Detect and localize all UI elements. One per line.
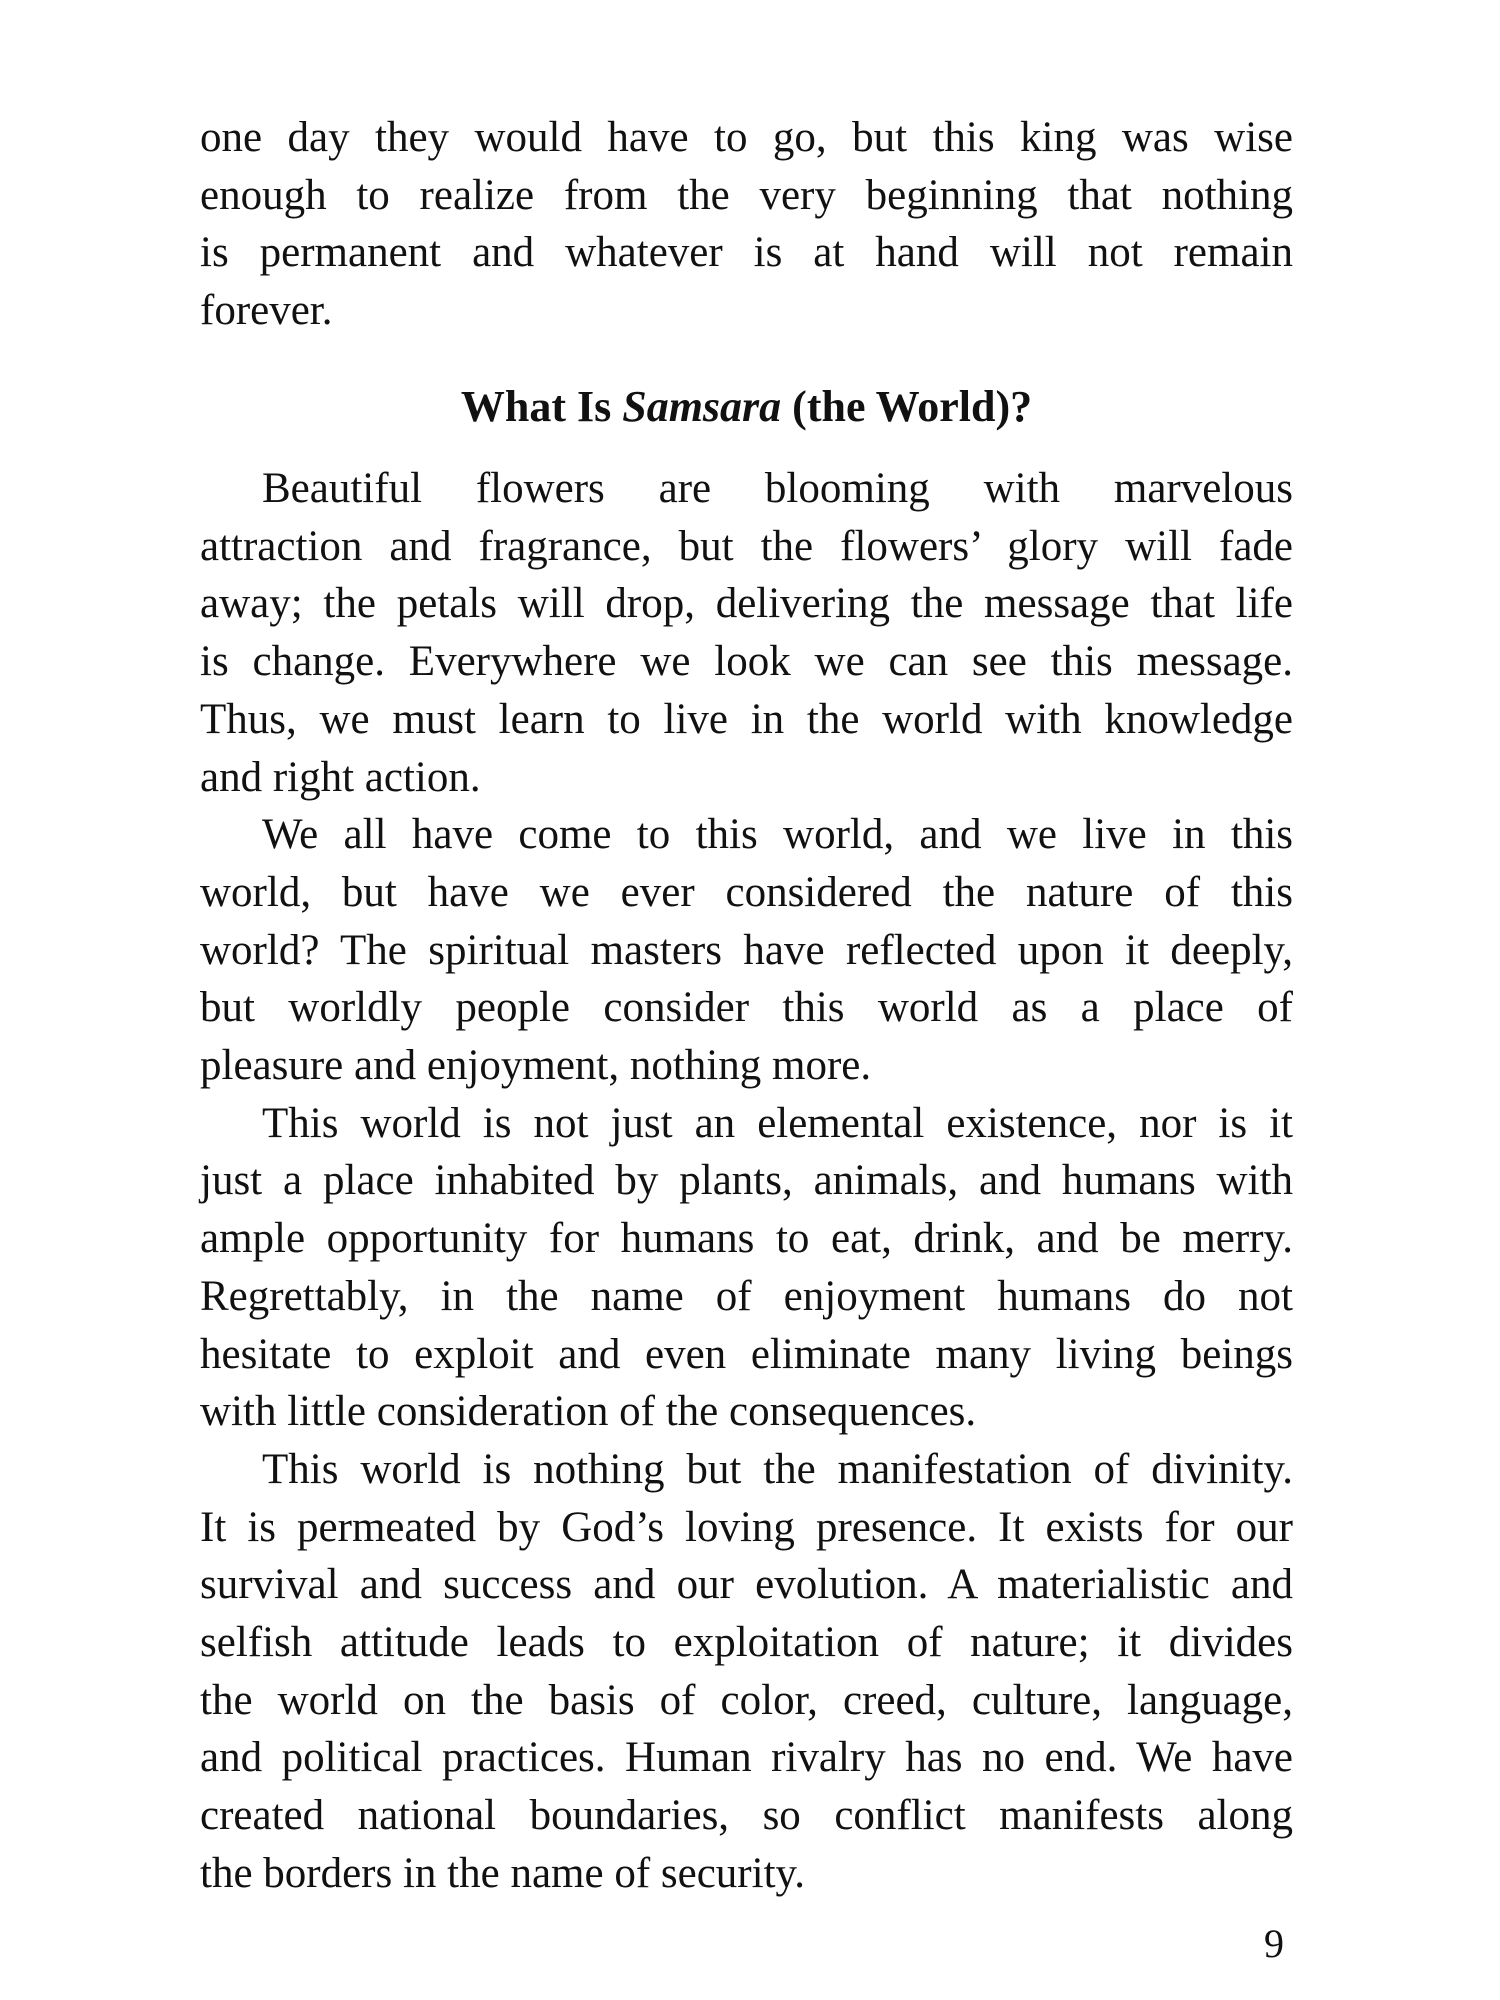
paragraph [200, 460, 1293, 806]
text-line: the borders in the name of security. [200, 1849, 805, 1897]
text-line: created national boundaries, so conflict manifests along [200, 1792, 1293, 1840]
text-line: survival and success and our evolution. A materialistic and [200, 1561, 1293, 1609]
text-line: ample opportunity for humans to eat, drink, and be merry. [200, 1215, 1293, 1263]
text-line: but worldly people consider this world as a place of [200, 984, 1293, 1032]
text-line: world? The spiritual masters have reflected upon it deeply, [200, 926, 1293, 974]
text-line: away; the petals will drop, delivering the message that life [200, 580, 1293, 628]
text-line: enough to realize from the very beginning that nothing [200, 171, 1293, 219]
paragraph [200, 806, 1293, 1095]
text-line: is permanent and whatever is at hand will not remain [200, 229, 1293, 277]
text-line: and political practices. Human rivalry has no end. We have [200, 1734, 1293, 1782]
body-text [200, 460, 1293, 1903]
text-line: hesitate to exploit and even eliminate many living beings [200, 1330, 1293, 1378]
text-line: forever. [200, 287, 333, 335]
text-line: one day they would have to go, but this king was wise [200, 114, 1293, 161]
text-line: We all have come to this world, and we live in this [262, 811, 1293, 859]
section-heading [200, 378, 1293, 436]
heading-text-suffix: (the World)? [781, 382, 1033, 431]
paragraph [200, 1095, 1293, 1441]
text-line: the world on the basis of color, creed, culture, language, [200, 1676, 1293, 1724]
text-line: Thus, we must learn to live in the world with knowledge [200, 695, 1293, 743]
text-line: just a place inhabited by plants, animals, and humans with [200, 1157, 1293, 1205]
text-line: and right action. [200, 753, 481, 801]
continuation-paragraph [200, 109, 1293, 340]
heading-italic-term: Samsara [622, 382, 782, 431]
text-line: attraction and fragrance, but the flowers’ glory will fade [200, 522, 1293, 570]
paragraph [200, 1441, 1293, 1903]
text-line: Regrettably, in the name of enjoyment humans do not [200, 1272, 1293, 1320]
text-line: selfish attitude leads to exploitation of nature; it divides [200, 1619, 1293, 1667]
text-line: This world is not just an elemental existence, nor is it [262, 1099, 1293, 1147]
text-line: Beautiful flowers are blooming with marvelous [262, 465, 1293, 512]
text-line: with little consideration of the consequences. [200, 1388, 977, 1436]
text-line: It is permeated by God’s loving presence. It exists for our [200, 1503, 1293, 1551]
text-line: pleasure and enjoyment, nothing more. [200, 1042, 872, 1090]
text-line: is change. Everywhere we look we can see this message. [200, 638, 1293, 686]
text-line: world, but have we ever considered the nature of this [200, 868, 1293, 916]
text-line: This world is nothing but the manifestation of divinity. [262, 1445, 1293, 1493]
heading-text: What Is [460, 382, 623, 431]
page-number: 9 [1264, 1921, 1284, 1966]
